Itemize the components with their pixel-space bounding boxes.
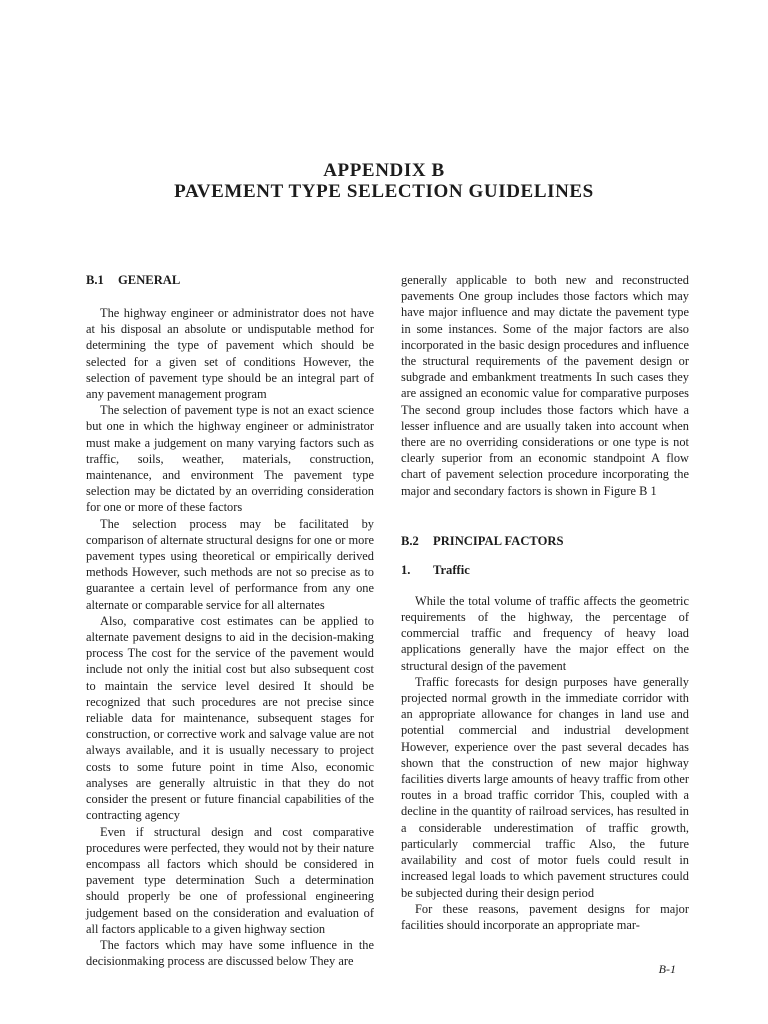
section-number: B.2 bbox=[401, 533, 419, 548]
appendix-label: APPENDIX B bbox=[323, 160, 445, 181]
section-number: B.1 bbox=[86, 273, 104, 287]
page-title: PAVEMENT TYPE SELECTION GUIDELINES bbox=[174, 181, 594, 202]
subsection-heading-traffic bbox=[401, 562, 689, 578]
page-number: B-1 bbox=[658, 962, 676, 976]
paragraph: Also, comparative cost estimates can be applied to alternate pavement designs to aid in the decision-making process The cost for the service of the pavement would include not only the initial cost but also subsequent cost to maintain the service level desired It should be recognized that such procedures are not precise since reliable data for maintenance, subsequent stages for construction, or corrective work and salvage value are not always available, and it is usually necessary to project costs to some future point in time Also, economic analyses are generally altruistic in that they do not consider the present or future financial capabilities of the contracting agency bbox=[86, 613, 374, 823]
paragraph: Traffic forecasts for design purposes have generally projected normal growth in the immediate corridor with an appropriate allowance for changes in land use and potential commercial and industrial development However, experience over the past several decades has shown that the construction of new major highway facilities diverts large amounts of heavy traffic from other routes in a broad traffic corridor This, coupled with a decline in the quantity of railroad services, has resulted in a considerable underestimation of traffic growth, particularly commercial traffic Also, the future availability and cost of motor fuels could result in increased legal loads to which pavement structures could be subjected during their design period bbox=[401, 674, 689, 900]
paragraph: For these reasons, pavement designs for major facilities should incorporate an appropriate mar- bbox=[401, 901, 689, 932]
subsection-number: 1. bbox=[401, 562, 411, 577]
paragraph: While the total volume of traffic affects the geometric requirements of the highway, the percentage of commercial traffic and frequency of heavy load applications generally have the major effect on the structural design of the pavement bbox=[401, 593, 689, 673]
paragraph: generally applicable to both new and reconstructed pavements One group includes those factors which may have major influence and may dictate the pavement type in some instances. Some of the major factors are also incorporated in the basic design procedures and influence the structural requirements of the pavement design or subgrade and embankment treatments In such cases they are assigned an economic value for comparative purposes The second group includes those factors which have a lesser influence and are usually taken into account when there are no overriding considerations or one type is not clearly superior from an economic standpoint A flow chart of pavement selection procedure incorporating the major and secondary factors is shown in Figure B 1 bbox=[401, 273, 689, 498]
section-heading-general bbox=[86, 272, 374, 288]
section-title: PRINCIPAL FACTORS bbox=[433, 533, 564, 548]
paragraph: The factors which may have some influence in the decisionmaking process are discussed below They are bbox=[86, 937, 374, 969]
left-column bbox=[86, 272, 374, 969]
section-title: GENERAL bbox=[118, 273, 181, 287]
paragraph: Even if structural design and cost comparative procedures were perfected, they would not by their nature encompass all factors which should be considered in pavement type determination Such a determination should properly be one of professional engineering judgement based on the consideration and evaluation of all factors applicable to a given highway section bbox=[86, 824, 374, 936]
paragraph: The selection of pavement type is not an exact science but one in which the highway engineer or administrator must make a judgement on many varying factors such as traffic, soils, weather, materials, construction, maintenance, and environment The pavement type selection may be dictated by an overriding consideration for one or more of these factors bbox=[86, 403, 374, 515]
paragraph: The selection process may be facilitated by comparison of alternate structural designs for one or more pavement types using theoretical or empirically derived methods However, such methods are not so precise as to guarantee a certain level of performance from any one alternate or comparable service for all alternates bbox=[86, 516, 374, 612]
right-column bbox=[401, 272, 689, 933]
paragraph: The highway engineer or administrator does not have at his disposal an absolute or undisputable method for determining the type of pavement which should be selected for a given set of conditions However, the selection of pavement type should be an integral part of any pavement management program bbox=[86, 306, 374, 402]
subsection-title: Traffic bbox=[433, 562, 470, 577]
section-heading-principal-factors bbox=[401, 533, 689, 549]
